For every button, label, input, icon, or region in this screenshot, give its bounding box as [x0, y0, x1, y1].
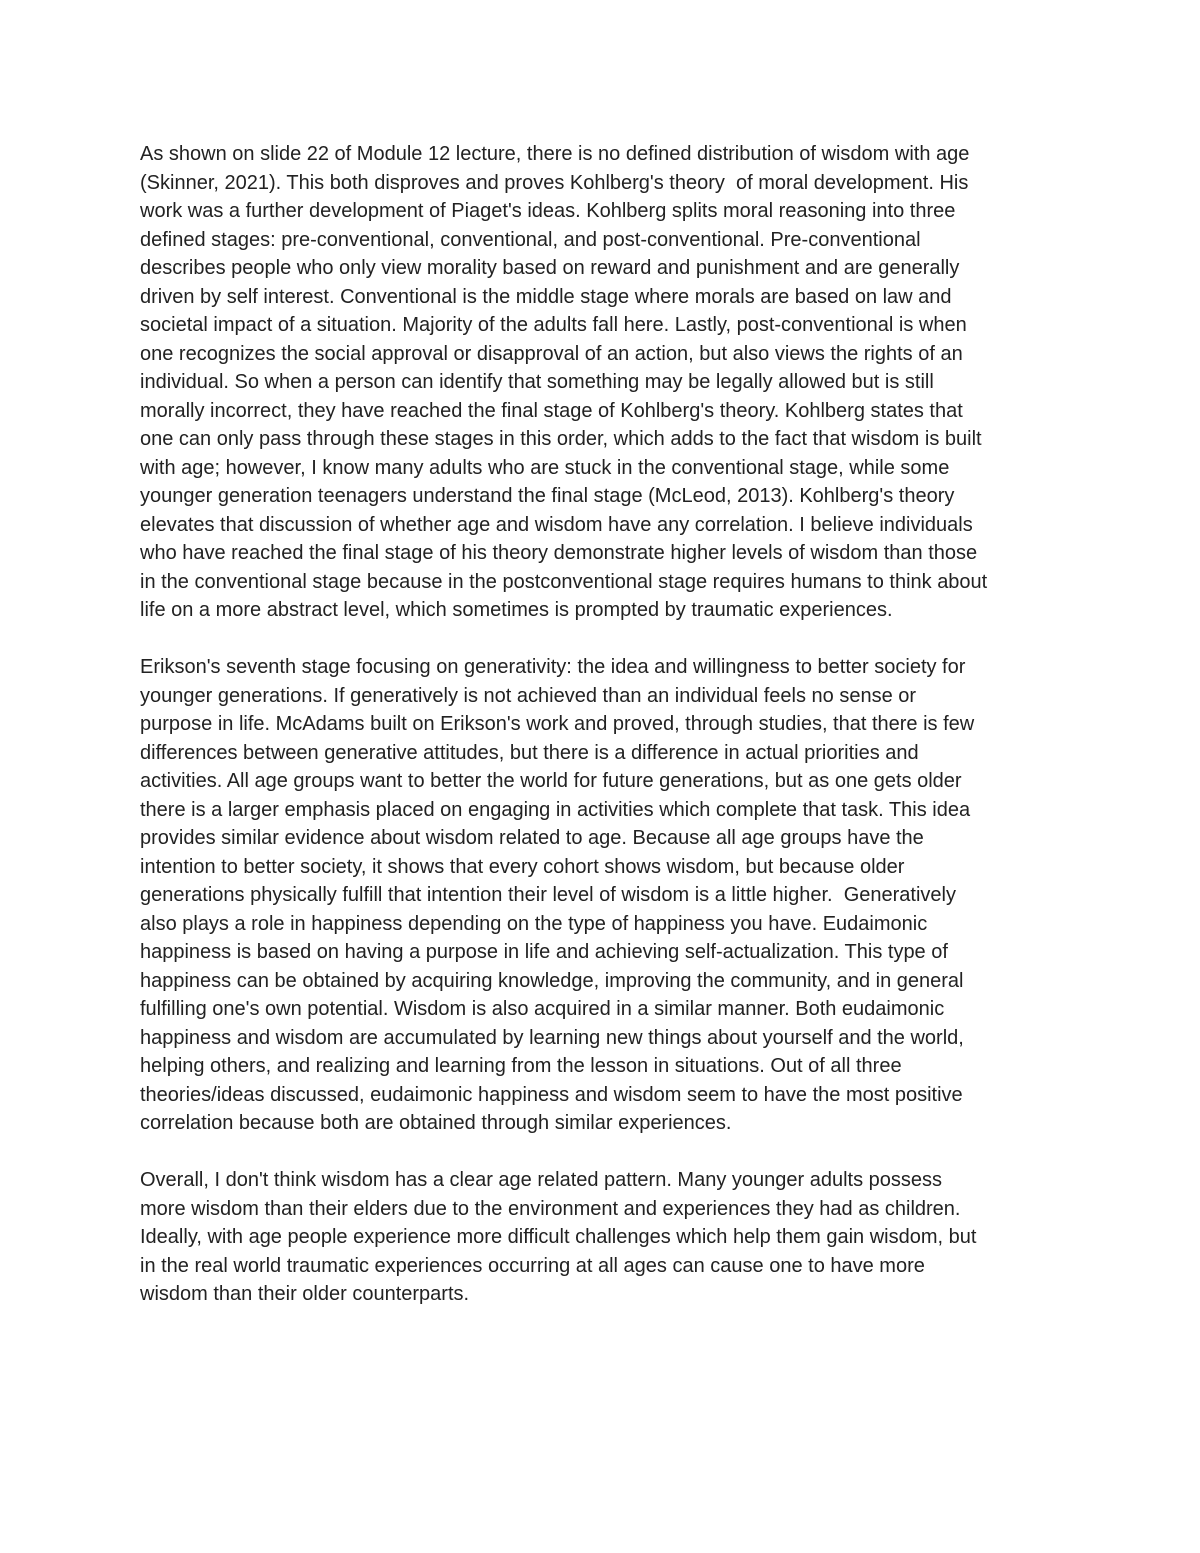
paragraph-spacer — [140, 1138, 1075, 1167]
text-line: fulfilling one's own potential. Wisdom is also acquired in a similar manner. Both eudaimonic — [140, 998, 945, 1020]
text-line: with age; however, I know many adults who are stuck in the conventional stage, while some — [140, 456, 950, 479]
text-line: activities. All age groups want to better the world for future generations, but as one gets older — [140, 770, 962, 792]
text-line: morally incorrect, they have reached the final stage of Kohlberg's theory. Kohlberg states that — [140, 399, 963, 422]
text-line: differences between generative attitudes, but there is a difference in actual priorities and — [140, 741, 919, 764]
text-line: in the conventional stage because in the postconventional stage requires humans to think about — [140, 570, 988, 593]
text-line: one recognizes the social approval or disapproval of an action, but also views the rights of an — [140, 342, 963, 365]
text-line: in the real world traumatic experiences occurring at all ages can cause one to have more — [140, 1254, 925, 1277]
text-line: provides similar evidence about wisdom related to age. Because all age groups have the — [140, 827, 924, 849]
text-line: who have reached the final stage of his theory demonstrate higher levels of wisdom than those — [140, 542, 978, 564]
text-line: purpose in life. McAdams built on Erikson's work and proved, through studies, that there is few — [140, 713, 975, 735]
paragraph-1 — [140, 140, 1075, 625]
text-line: As shown on slide 22 of Module 12 lecture, there is no defined distribution of wisdom with age — [140, 143, 970, 165]
text-line: Erikson's seventh stage focusing on generativity: the idea and willingness to better society for — [140, 656, 966, 678]
text-line: younger generation teenagers understand the final stage (McLeod, 2013). Kohlberg's theory — [140, 485, 955, 507]
text-line: correlation because both are obtained through similar experiences. — [140, 1112, 732, 1134]
text-line: driven by self interest. Conventional is the middle stage where morals are based on law and — [140, 285, 952, 308]
text-line: life on a more abstract level, which sometimes is prompted by traumatic experiences. — [140, 599, 893, 621]
paragraph-3 — [140, 1166, 1075, 1309]
text-line: theories/ideas discussed, eudaimonic happiness and wisdom seem to have the most positive — [140, 1083, 963, 1106]
text-line: work was a further development of Piaget's ideas. Kohlberg splits moral reasoning into three — [140, 200, 956, 222]
text-line: happiness can be obtained by acquiring knowledge, improving the community, and in general — [140, 969, 964, 992]
text-line: also plays a role in happiness depending on the type of happiness you have. Eudaimonic — [140, 912, 928, 935]
paragraph-spacer — [140, 625, 1075, 654]
text-line: younger generations. If generatively is not achieved than an individual feels no sense or — [140, 684, 917, 707]
text-line: defined stages: pre-conventional, conventional, and post-conventional. Pre-conventional — [140, 228, 921, 251]
text-line: Overall, I don't think wisdom has a clear age related pattern. Many younger adults possess — [140, 1169, 943, 1191]
text-line: happiness and wisdom are accumulated by learning new things about yourself and the world, — [140, 1026, 964, 1049]
text-line: generations physically fulfill that intention their level of wisdom is a little higher. Generatively — [140, 884, 956, 906]
text-line: individual. So when a person can identify that something may be legally allowed but is still — [140, 371, 934, 393]
text-line: (Skinner, 2021). This both disproves and proves Kohlberg's theory of moral development. His — [140, 171, 969, 194]
text-line: describes people who only view morality based on reward and punishment and are generally — [140, 257, 960, 279]
text-line: there is a larger emphasis placed on engaging in activities which complete that task. This idea — [140, 798, 971, 821]
text-line: societal impact of a situation. Majority of the adults fall here. Lastly, post-conventional is when — [140, 314, 967, 336]
text-line: happiness is based on having a purpose in life and achieving self-actualization. This type of — [140, 941, 948, 963]
document-body — [140, 140, 1075, 1309]
text-line: intention to better society, it shows that every cohort shows wisdom, but because older — [140, 855, 905, 878]
text-line: more wisdom than their elders due to the environment and experiences they had as children. — [140, 1197, 961, 1220]
text-line: Ideally, with age people experience more difficult challenges which help them gain wisdom, but — [140, 1226, 977, 1248]
paragraph-2 — [140, 653, 1075, 1138]
text-line: elevates that discussion of whether age and wisdom have any correlation. I believe individuals — [140, 513, 973, 536]
text-line: wisdom than their older counterparts. — [140, 1283, 470, 1305]
text-line: one can only pass through these stages in this order, which adds to the fact that wisdom is built — [140, 428, 982, 450]
text-line: helping others, and realizing and learning from the lesson in situations. Out of all three — [140, 1055, 902, 1077]
